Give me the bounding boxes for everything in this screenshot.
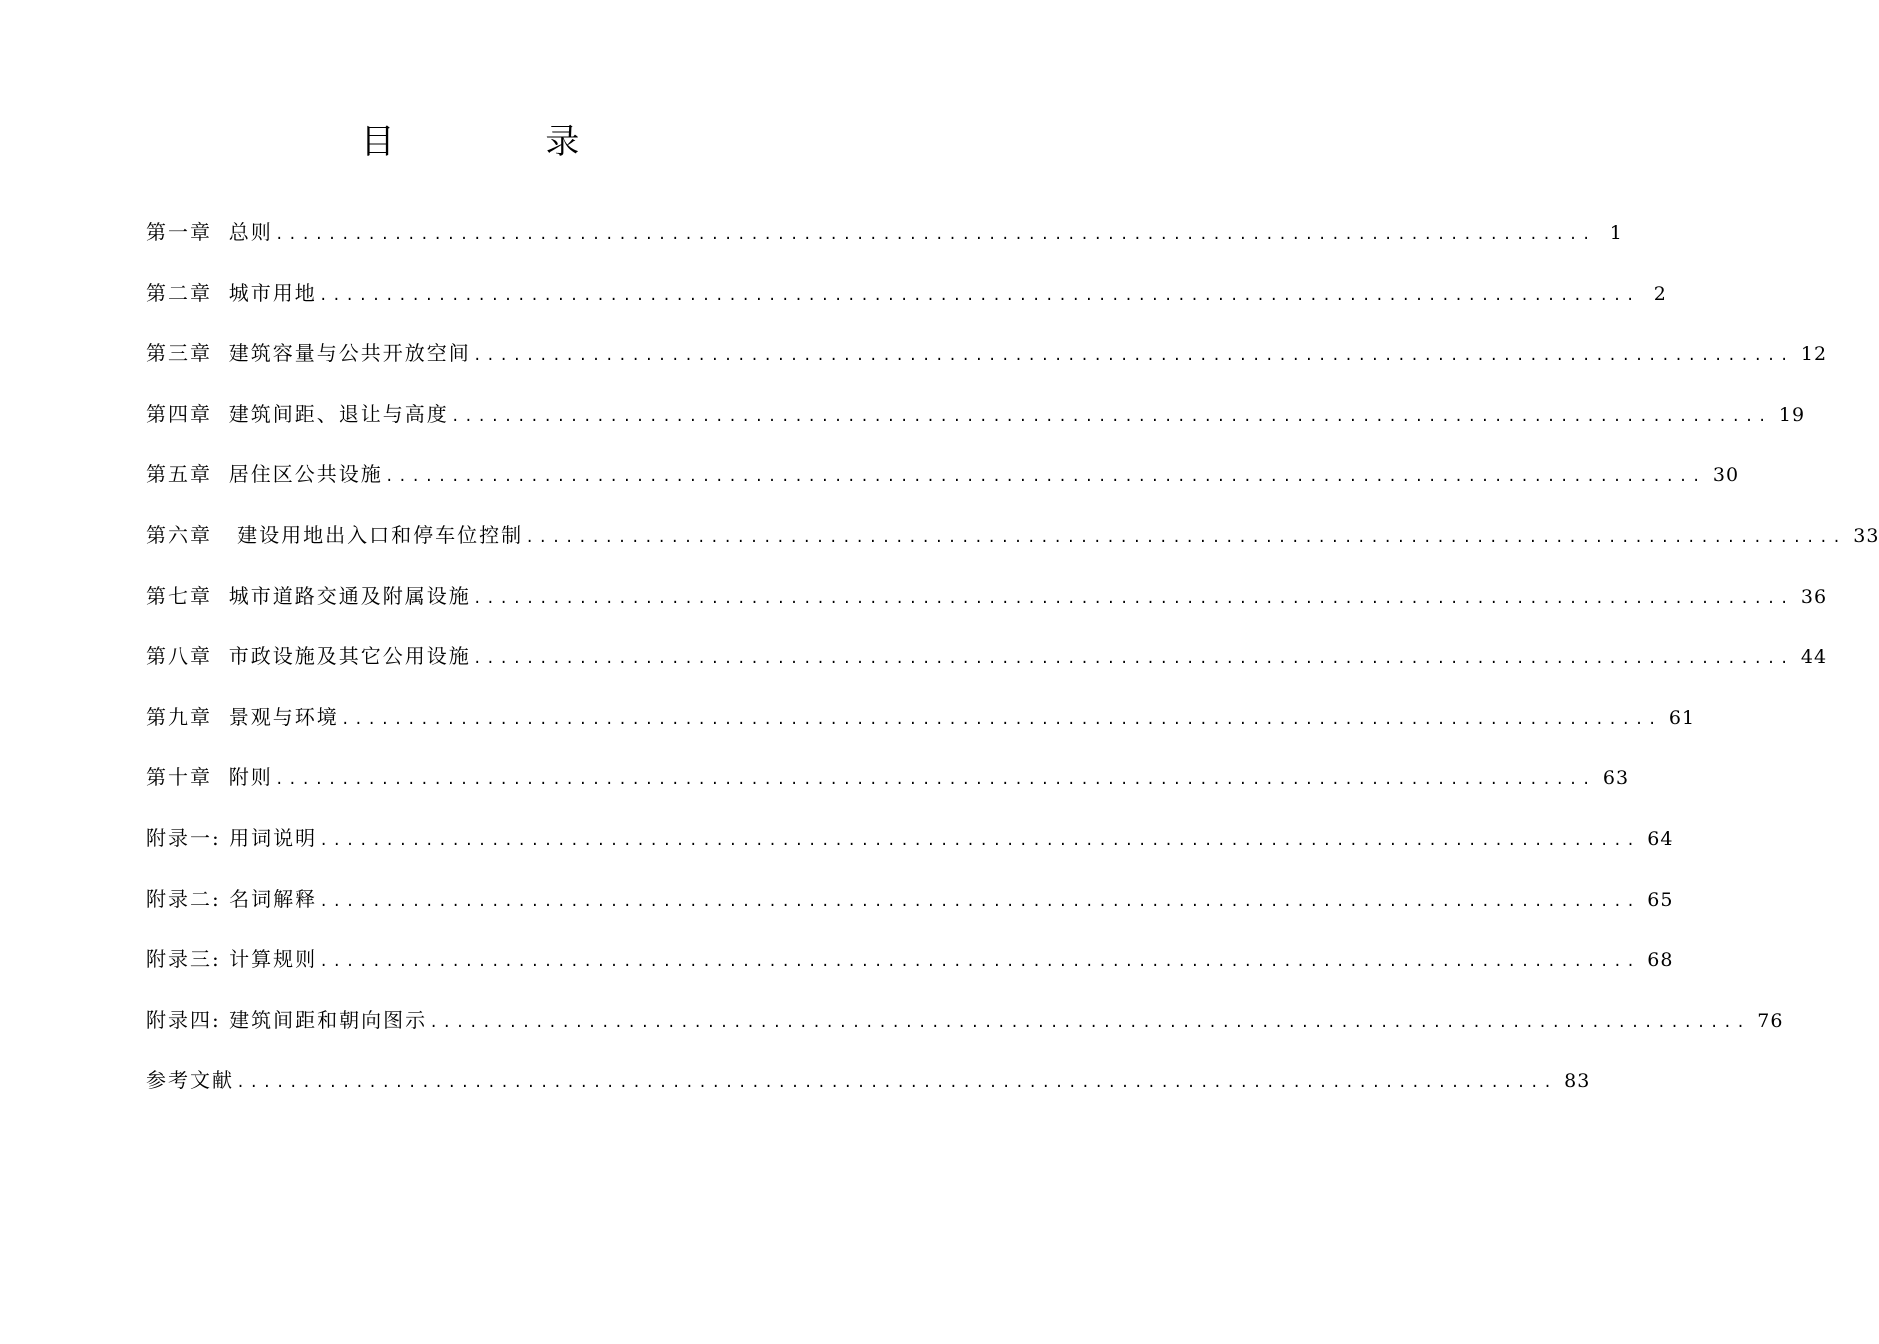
toc-entry[interactable]: [146, 755, 1630, 816]
table-of-contents: [146, 210, 1879, 1119]
toc-entry-label: 附录四: 建筑间距和朝向图示: [146, 1007, 428, 1032]
toc-entry-label: 第五章 居住区公共设施: [146, 462, 383, 487]
toc-entry-page: 83: [1564, 1070, 1591, 1093]
toc-entry-page: 76: [1757, 1009, 1784, 1032]
toc-entry-page: 1: [1609, 222, 1623, 244]
toc-entry-label: 参考文献: [146, 1068, 234, 1093]
toc-dot-leader: ....................................................................................................: [525, 529, 1846, 547]
toc-entry-label: 第四章 建筑间距、退让与高度: [146, 401, 449, 426]
toc-entry-page: 65: [1647, 888, 1674, 911]
toc-dot-leader: ....................................................................................................: [450, 408, 1771, 426]
toc-entry-page: 36: [1800, 585, 1828, 608]
toc-dot-leader: ....................................................................................................: [274, 227, 1595, 244]
toc-entry-label: 第六章 建设用地出入口和停车位控制: [146, 522, 524, 547]
toc-entry[interactable]: [146, 210, 1623, 271]
toc-entry-page: 30: [1712, 464, 1740, 487]
toc-entry-label: 附录三: 计算规则: [146, 947, 318, 972]
toc-dot-leader: ....................................................................................................: [319, 954, 1640, 972]
toc-entry[interactable]: [146, 271, 1667, 332]
toc-entry-page: 63: [1602, 767, 1630, 790]
toc-entry[interactable]: [146, 937, 1674, 998]
toc-entry[interactable]: [146, 452, 1740, 513]
toc-entry-page: 33: [1853, 524, 1879, 547]
toc-entry[interactable]: [146, 574, 1828, 635]
toc-entry[interactable]: [146, 513, 1879, 574]
toc-dot-leader: ....................................................................................................: [340, 711, 1661, 729]
toc-entry-label: 第一章 总则: [146, 220, 273, 244]
toc-entry-label: 第三章 建筑容量与公共开放空间: [146, 341, 471, 366]
toc-dot-leader: ....................................................................................................: [429, 1014, 1750, 1032]
toc-entry-label: 附录一: 用词说明: [146, 825, 318, 850]
toc-dot-leader: ....................................................................................................: [384, 469, 1705, 487]
toc-entry-page: 68: [1647, 949, 1674, 972]
toc-dot-leader: ....................................................................................................: [274, 772, 1595, 790]
toc-entry-label: 第二章 城市用地: [146, 280, 317, 305]
toc-entry[interactable]: [146, 695, 1696, 756]
toc-entry[interactable]: [146, 877, 1674, 938]
toc-entry[interactable]: [146, 634, 1828, 695]
toc-dot-leader: ....................................................................................................: [472, 651, 1793, 669]
toc-entry-label: 附录二: 名词解释: [146, 886, 318, 911]
toc-entry-label: 第十章 附则: [146, 765, 273, 790]
toc-entry-label: 第八章 市政设施及其它公用设施: [146, 644, 471, 669]
toc-entry[interactable]: [146, 1058, 1591, 1119]
toc-dot-leader: ....................................................................................................: [319, 893, 1640, 911]
toc-entry-page: 19: [1778, 403, 1806, 426]
toc-dot-leader: ....................................................................................................: [472, 590, 1793, 608]
toc-entry-label: 第九章 景观与环境: [146, 704, 339, 729]
toc-dot-leader: ....................................................................................................: [319, 832, 1640, 850]
toc-entry[interactable]: [146, 392, 1806, 453]
toc-entry-page: 61: [1668, 706, 1696, 729]
toc-entry-page: 44: [1800, 646, 1828, 669]
toc-dot-leader: ....................................................................................................: [472, 348, 1793, 366]
toc-dot-leader: ....................................................................................................: [318, 287, 1639, 305]
page-title: 目 录: [360, 122, 650, 162]
toc-entry-page: 64: [1647, 827, 1674, 850]
toc-entry-page: 2: [1653, 282, 1667, 305]
toc-entry[interactable]: [146, 998, 1784, 1059]
toc-entry[interactable]: [146, 816, 1674, 877]
toc-entry-page: 12: [1800, 343, 1828, 366]
toc-entry-label: 第七章 城市道路交通及附属设施: [146, 583, 471, 608]
toc-dot-leader: ....................................................................................................: [236, 1075, 1557, 1093]
toc-entry[interactable]: [146, 331, 1828, 392]
